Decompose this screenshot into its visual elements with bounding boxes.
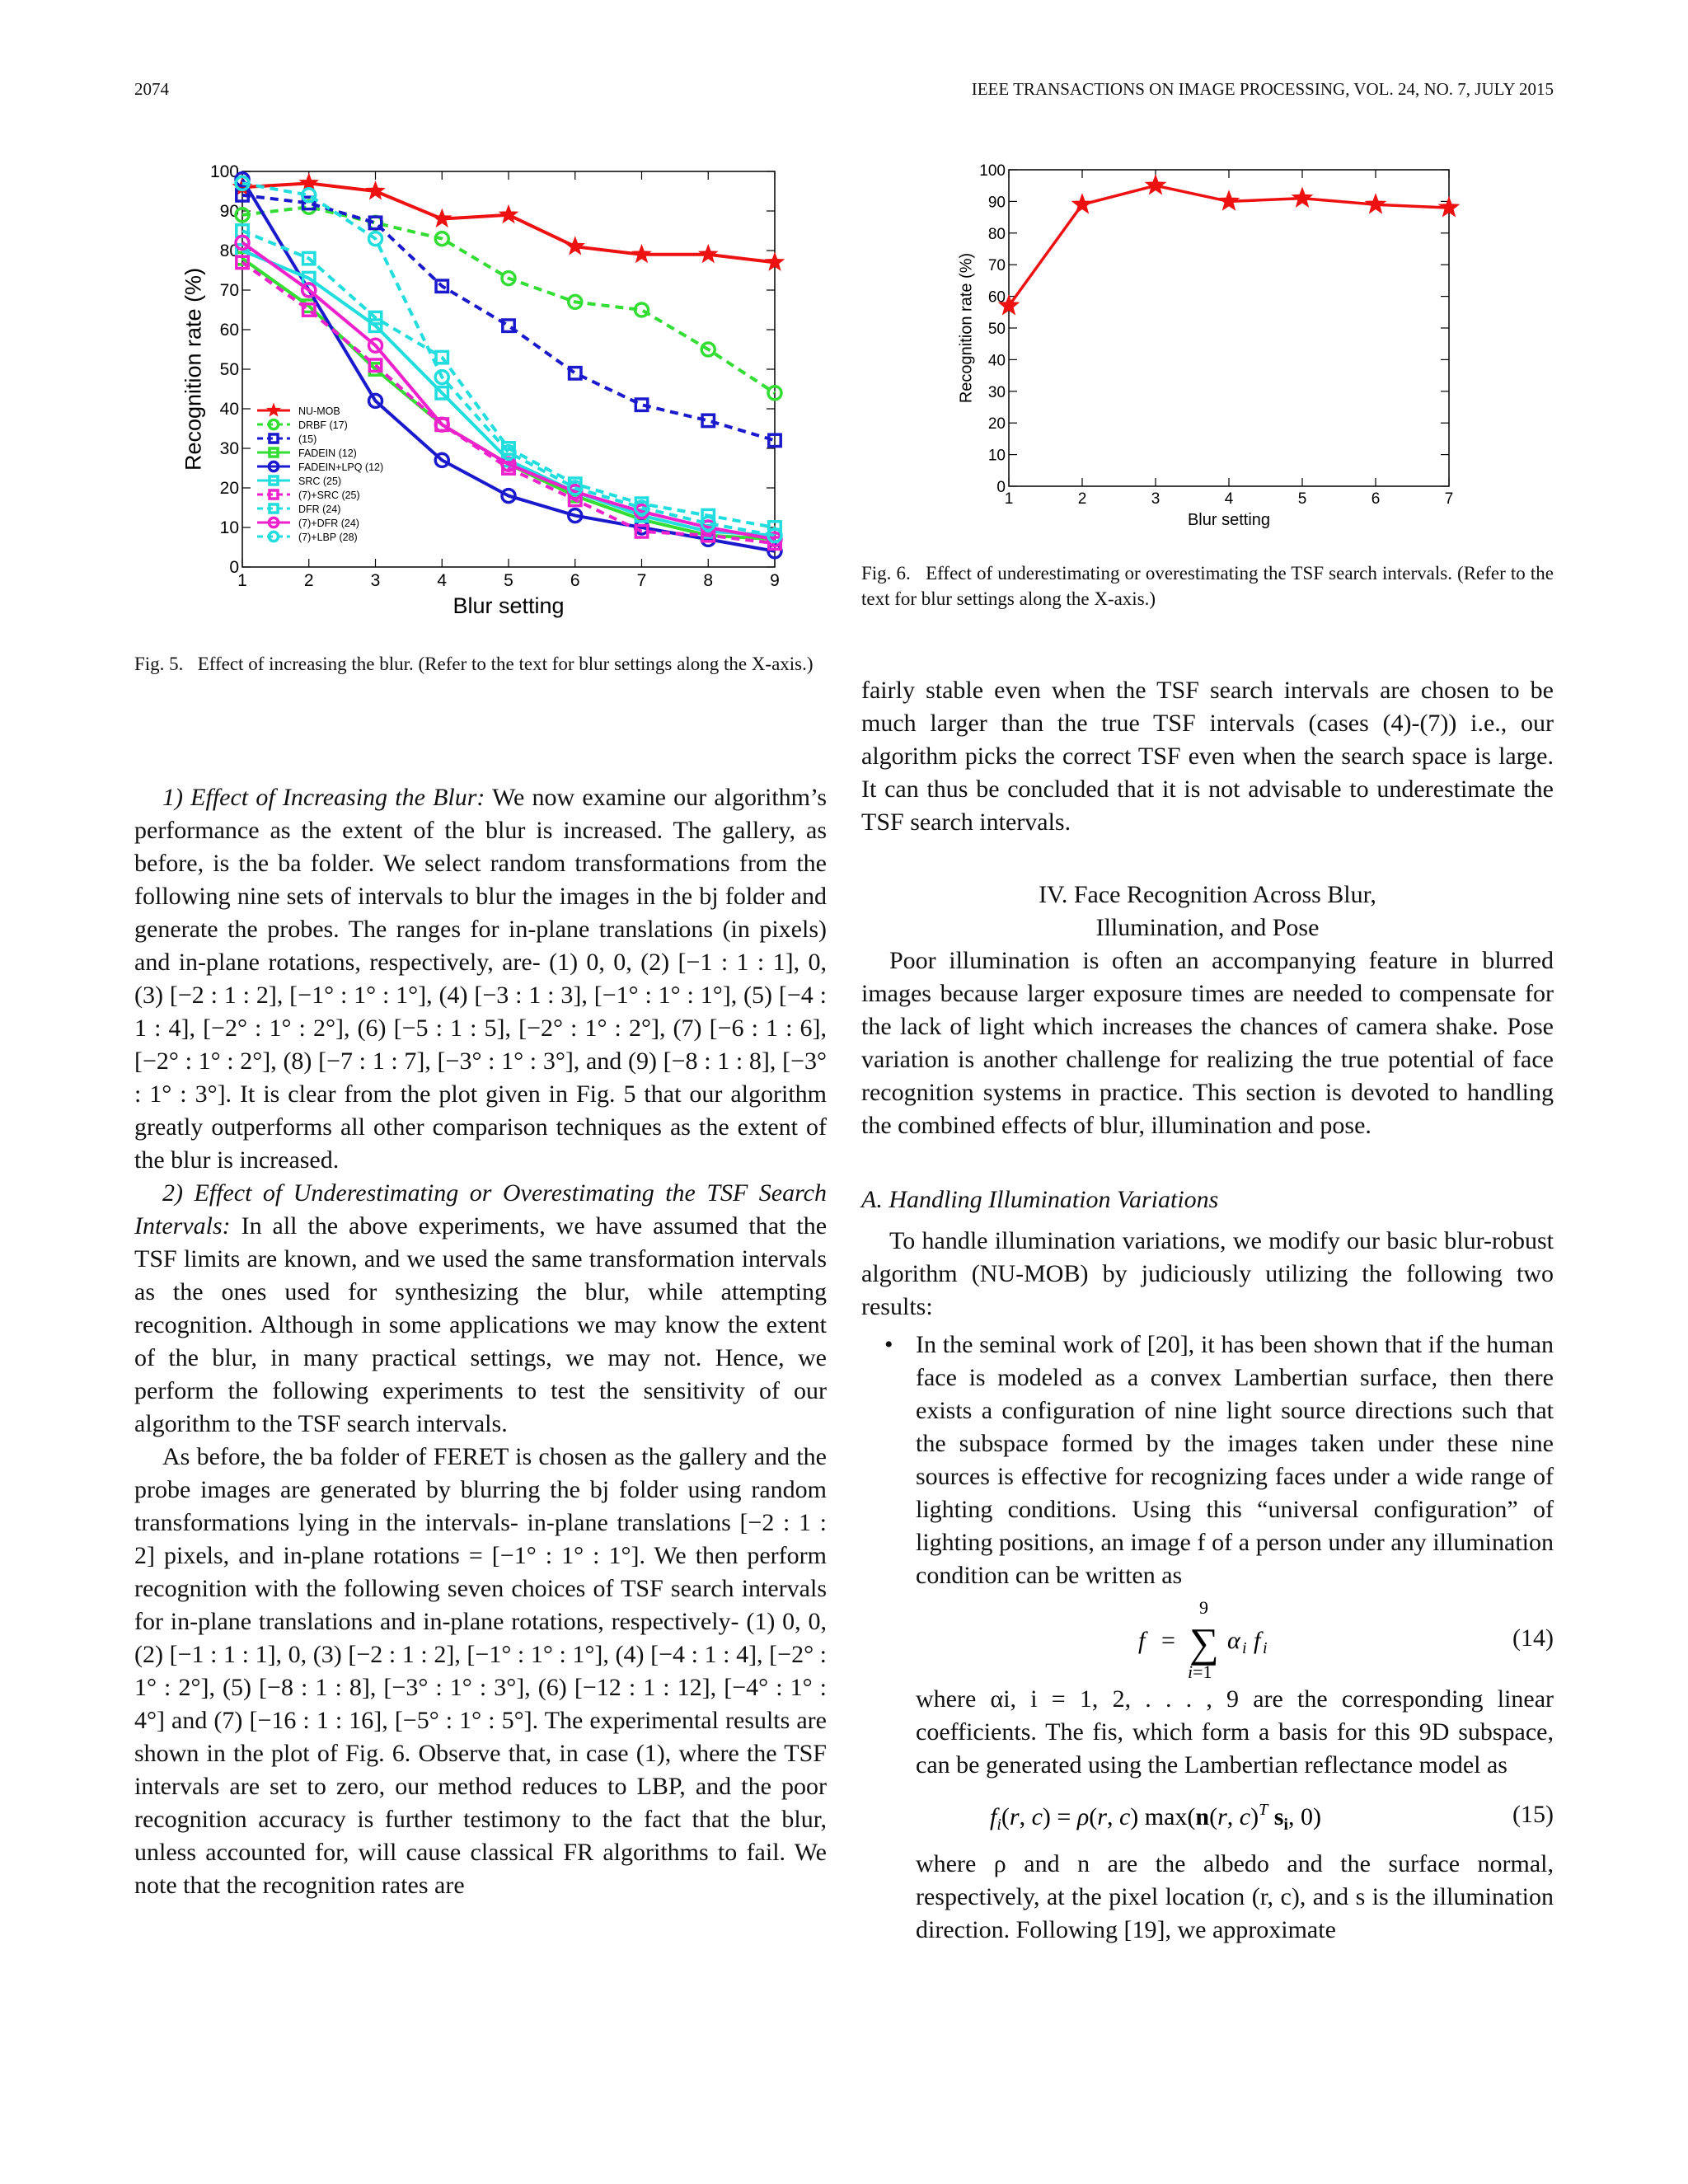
left-column	[134, 781, 827, 1902]
data-point-square	[270, 490, 278, 499]
bullet-item	[861, 1329, 1554, 1947]
data-point-circle	[269, 419, 278, 429]
right-column	[861, 674, 1554, 1947]
y-axis-label: Recognition rate (%)	[181, 267, 206, 471]
running-header: IEEE TRANSACTIONS ON IMAGE PROCESSING, VOL. 24, NO. 7, JULY 2015	[971, 79, 1554, 99]
data-point-star	[499, 205, 518, 223]
x-tick-label: 2	[303, 571, 314, 590]
x-tick-label: 2	[1077, 490, 1087, 508]
data-point-square	[270, 434, 278, 443]
bullet-text: where ρ and n are the albedo and the surface normal, respectively, at the pixel location (r, c), and s is the illumination direction. Following [19], we approximate	[916, 1850, 1554, 1943]
svg-text:i=1: i=1	[1188, 1661, 1212, 1682]
plot-frame	[1009, 170, 1449, 486]
legend-label: FADEIN+LPQ (12)	[298, 462, 384, 473]
x-tick-label: 6	[1371, 490, 1381, 508]
fig6-caption-label: Fig. 6.	[861, 563, 911, 583]
fig5-caption	[134, 651, 827, 677]
paragraph-text: In all the above experiments, we have assumed that the TSF limits are known, and we used the same transformation intervals as the ones used for synthesizing the blur, while attempting recognition. Although in some applications we may know the extent of the blur, in many practical settings, we may not. Hence, we perform the following experiments to test the sensitivity of our algorithm to the TSF search intervals.	[134, 1212, 828, 1437]
data-point-star	[566, 237, 584, 255]
svg-text:α: α	[1227, 1627, 1240, 1654]
y-tick-label: 90	[987, 194, 1006, 212]
section-heading-line: IV. Face Recognition Across Blur,	[1039, 881, 1376, 908]
paragraph-text: We now examine our algorithm’s performance as the extent of the blur is increased. The gallery, as before, is the ba folder. We select random transformations from the following nine sets of intervals to blur the images in the bj folder and generate the probes. The ranges for in-plane translations (in pixels) and in-plane rotations, respectively, are- (1) 0, 0, (2) [−1 : 1 : 1], 0, (3) [−2 : 1 : 2], [−1° : 1° : 1°], (4) [−3 : 1 : 3], [−1° : 1° : 1°], (5) [−4 : 1 : 4], [−2° : 1° : 2°], (6) [−5 : 1 : 5], [−2° : 1° : 2°], (7) [−6 : 1 : 6], [−2° : 1° : 2°], (8) [−7 : 1 : 7], [−3° : 1° : 3°], and (9) [−8 : 1 : 8], [−3° : 1° : 3°]. It is clear from the plot given in Fig. 5 that our algorithm greatly outperforms all other comparison techniques as the extent of the blur is increased.	[134, 784, 827, 1174]
fig6-caption-text: Effect of underestimating or overestimating the TSF search intervals. (Refer to the text for blur settings along the X-axis.)	[861, 563, 1554, 609]
fig6-caption	[861, 560, 1554, 612]
x-tick-label: 4	[437, 571, 448, 590]
svg-text:i: i	[1263, 1639, 1268, 1657]
data-point-star	[367, 182, 385, 199]
paragraph: As before, the ba folder of FERET is chosen as the gallery and the probe images are generated by blurring the bj folder using random transformations lying in the intervals- in-plane translations [−2 : 1 : 2] pixels, and in-plane rotations = [−1° : 1° : 1°]. We then perform recognition with the following seven choices of TSF search intervals for in-plane translations and in-plane rotations, respectively- (1) 0, 0, (2) [−1 : 1 : 1], 0, (3) [−2 : 1 : 2], [−1° : 1° : 1°], (4) [−4 : 1 : 4], [−2° : 1° : 2°], (5) [−8 : 1 : 8], [−3° : 1° : 3°], (6) [−12 : 1 : 12], [−4° : 1° : 4°] and (7) [−16 : 1 : 16], [−5° : 1° : 5°]. The experimental results are shown in the plot of Fig. 6. Observe that, in case (1), where the TSF intervals are set to zero, our method reduces to LBP, and the poor recognition accuracy is further testimony to the fact that the blur, unless accounted for, will cause classical FR algorithms to fail. We note that the recognition rates are	[134, 1443, 827, 1899]
x-tick-label: 3	[370, 571, 381, 590]
y-tick-label: 0	[996, 479, 1006, 496]
section-heading-line: Illumination, and Pose	[1095, 914, 1320, 941]
legend-label: SRC (25)	[298, 476, 342, 487]
x-tick-label: 6	[570, 571, 580, 590]
y-tick-label: 70	[219, 281, 239, 300]
fig6-chart	[948, 157, 1475, 544]
svg-text:=: =	[1161, 1627, 1175, 1654]
y-tick-label: 60	[987, 288, 1006, 307]
svg-text:i: i	[1242, 1639, 1247, 1657]
x-tick-label: 8	[703, 571, 714, 590]
fig5-chart	[165, 157, 791, 635]
data-point-square	[270, 504, 278, 513]
svg-text:∑: ∑	[1189, 1619, 1219, 1666]
y-tick-label: 10	[219, 518, 239, 537]
fig5-caption-label: Fig. 5.	[134, 654, 184, 674]
paragraph: Poor illumination is often an accompanying feature in blurred images because larger exposure times are needed to compensate for the lack of light which increases the chances of camera shake. Pose variation is another challenge for realizing the true potential of face recognition systems in practice. This section is devoted to handling the combined effects of blur, illumination and pose.	[861, 947, 1554, 1139]
y-tick-label: 30	[987, 383, 1006, 401]
svg-text:f: f	[1138, 1627, 1146, 1654]
legend-label: NU-MOB	[298, 405, 340, 417]
y-tick-label: 10	[987, 447, 1006, 465]
x-tick-label: 7	[1444, 490, 1454, 508]
data-point-star	[1219, 191, 1239, 210]
y-tick-label: 60	[219, 321, 239, 340]
bullet-icon: •	[884, 1331, 893, 1358]
paragraph	[134, 1177, 827, 1441]
y-tick-label: 100	[979, 162, 1006, 180]
y-tick-label: 80	[987, 225, 1006, 243]
series-line	[242, 183, 775, 262]
svg-text:f: f	[1254, 1627, 1261, 1654]
svg-text:fi(r, c) = ρ(r, c) max(n(r, c): $f_i(r$, c) = ρ(r, c) max(n(r, c)$^T$ $s_i$, 0)	[990, 1801, 1321, 1834]
equation-15-formula	[990, 1782, 1451, 1848]
y-tick-label: 90	[219, 202, 239, 221]
x-tick-label: 1	[237, 571, 247, 590]
data-point-star	[699, 245, 717, 262]
paragraph: fairly stable even when the TSF search intervals are chosen to be much larger than the true TSF intervals (cases (4)-(7)) i.e., our algorithm picks the correct TSF even when the search space is large. It can thus be concluded that it is not advisable to underestimate the TSF search intervals.	[861, 677, 1554, 836]
y-tick-label: 100	[209, 162, 239, 181]
x-tick-label: 5	[1297, 490, 1307, 508]
paragraph	[134, 781, 827, 1177]
x-tick-label: 7	[636, 571, 647, 590]
paragraph-lead: 1) Effect of Increasing the Blur:	[162, 784, 485, 811]
y-tick-label: 50	[987, 321, 1006, 338]
legend-label: FADEIN (12)	[298, 448, 357, 459]
x-tick-label: 3	[1151, 490, 1160, 508]
data-point-star	[1366, 194, 1386, 213]
y-tick-label: 50	[219, 360, 239, 379]
data-point-star	[1292, 188, 1312, 207]
svg-text:9: 9	[1199, 1597, 1208, 1618]
data-point-circle	[269, 532, 278, 541]
fig5-caption-text: Effect of increasing the blur. (Refer to the text for blur settings along the X-axis.)	[197, 654, 814, 674]
equation-14	[916, 1592, 1554, 1683]
subsection-heading: A. Handling Illumination Variations	[861, 1186, 1219, 1213]
bullet-text: where αi, i = 1, 2, . . . , 9 are the corresponding linear coefficients. The fis, which form a basis for this 9D subspace, can be generated using the Lambertian reflectance model as	[916, 1685, 1554, 1779]
section-heading	[861, 879, 1554, 944]
page-number: 2074	[134, 79, 169, 99]
legend-label: (7)+LBP (28)	[298, 532, 358, 543]
legend-label: (7)+DFR (24)	[298, 518, 359, 529]
x-tick-label: 4	[1224, 490, 1234, 508]
x-axis-label: Blur setting	[452, 593, 565, 618]
legend-label: (15)	[298, 434, 317, 445]
y-tick-label: 80	[219, 241, 239, 260]
bullet-text: In the seminal work of [20], it has been shown that if the human face is modeled as a convex Lambertian surface, then there exists a configuration of nine light source directions such that the subspace formed by the images taken under these nine sources is effective for recognizing faces under a wide range of lighting conditions. Using this “universal configuration” of lighting positions, an image f of a person under any illumination condition can be written as	[916, 1331, 1554, 1589]
y-tick-label: 0	[229, 558, 239, 577]
equation-14-formula	[1097, 1592, 1476, 1683]
paragraph: To handle illumination variations, we modify our basic blur-robust algorithm (NU-MOB) by judiciously utilizing the following two results:	[861, 1227, 1554, 1320]
x-tick-label: 5	[504, 571, 513, 590]
legend-label: (7)+SRC (25)	[298, 490, 360, 501]
y-axis-label: Recognition rate (%)	[957, 252, 976, 404]
data-point-star	[267, 404, 279, 416]
y-tick-label: 20	[987, 415, 1006, 434]
equation-number: (14)	[1512, 1624, 1554, 1652]
equation-15	[916, 1782, 1554, 1848]
x-tick-label: 9	[770, 571, 780, 590]
data-point-star	[1072, 194, 1092, 213]
x-axis-label: Blur setting	[1187, 511, 1271, 529]
legend-label: DFR (24)	[298, 504, 341, 515]
y-tick-label: 40	[987, 352, 1006, 370]
data-point-star	[433, 209, 451, 227]
data-point-star	[1146, 176, 1165, 194]
x-tick-label: 1	[1004, 490, 1014, 508]
y-tick-label: 30	[219, 439, 239, 458]
paragraph-lead: 2) Effect of Underestimating or Overestimating the TSF Search Intervals:	[134, 1179, 827, 1240]
y-tick-label: 20	[219, 479, 239, 498]
y-tick-label: 70	[987, 257, 1006, 275]
data-point-star	[633, 245, 651, 262]
legend-label: DRBF (17)	[298, 419, 348, 431]
equation-number: (15)	[1512, 1801, 1554, 1828]
y-tick-label: 40	[219, 400, 239, 419]
